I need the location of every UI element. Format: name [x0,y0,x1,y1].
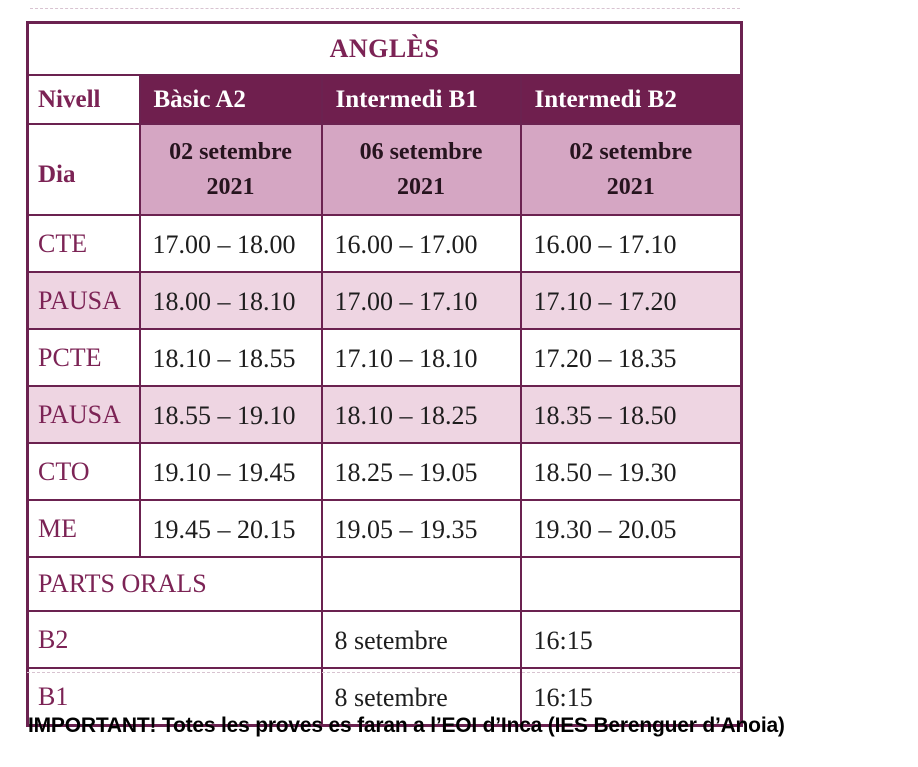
empty-cell [322,557,521,611]
row-label: CTO [28,443,140,500]
date-row [28,124,742,215]
date-cell [521,124,742,215]
oral-time-cell: 16:15 [521,611,742,668]
level-cell-basic-a2: Bàsic A2 [140,75,322,124]
row-label: ME [28,500,140,557]
row-label: CTE [28,215,140,272]
level-cell-intermedi-b2: Intermedi B2 [521,75,742,124]
schedule-row-me [28,500,742,557]
schedule-row-cte [28,215,742,272]
date-text: 02 setembre 2021 [569,138,693,200]
time-cell: 18.35 – 18.50 [521,386,742,443]
date-text: 02 setembre 2021 [169,138,292,200]
oral-time-cell: 16:15 [521,668,742,726]
level-header-row [28,75,742,124]
important-note: IMPORTANT! Totes les proves es faran a l’EOI d’Inca (IES Berenguer d’Anoia) [28,714,785,737]
date-cell [322,124,521,215]
time-cell: 18.10 – 18.55 [140,329,322,386]
time-cell: 19.05 – 19.35 [322,500,521,557]
dia-header-cell: Dia [28,124,140,215]
empty-cell [521,557,742,611]
time-cell: 17.00 – 17.10 [322,272,521,329]
time-cell: 18.00 – 18.10 [140,272,322,329]
time-cell: 18.10 – 18.25 [322,386,521,443]
parts-orals-label: PARTS ORALS [28,557,322,611]
time-cell: 18.55 – 19.10 [140,386,322,443]
oral-date-cell: 8 setembre [322,668,521,726]
time-cell: 19.10 – 19.45 [140,443,322,500]
time-cell: 16.00 – 17.00 [322,215,521,272]
bottom-rule-line [27,672,740,673]
time-cell: 17.10 – 18.10 [322,329,521,386]
schedule-row-pausa-2 [28,386,742,443]
time-cell: 17.20 – 18.35 [521,329,742,386]
row-label: PCTE [28,329,140,386]
oral-level-label: B1 [28,668,322,726]
time-cell: 18.50 – 19.30 [521,443,742,500]
time-cell: 19.45 – 20.15 [140,500,322,557]
oral-date-cell: 8 setembre [322,611,521,668]
top-rule-line [30,8,740,9]
time-cell: 17.00 – 18.00 [140,215,322,272]
level-cell-intermedi-b1: Intermedi B1 [322,75,521,124]
date-text: 06 setembre 2021 [359,138,483,200]
row-label: PAUSA [28,386,140,443]
time-cell: 16.00 – 17.10 [521,215,742,272]
oral-row-b2 [28,611,742,668]
time-cell: 19.30 – 20.05 [521,500,742,557]
schedule-row-cto [28,443,742,500]
table-title-row [28,23,742,76]
schedule-row-pcte [28,329,742,386]
schedule-row-pausa-1 [28,272,742,329]
exam-schedule-table [26,21,743,727]
date-cell [140,124,322,215]
nivell-header-cell: Nivell [28,75,140,124]
time-cell: 17.10 – 17.20 [521,272,742,329]
parts-orals-header-row [28,557,742,611]
time-cell: 18.25 – 19.05 [322,443,521,500]
oral-level-label: B2 [28,611,322,668]
row-label: PAUSA [28,272,140,329]
table-title: ANGLÈS [28,23,742,76]
